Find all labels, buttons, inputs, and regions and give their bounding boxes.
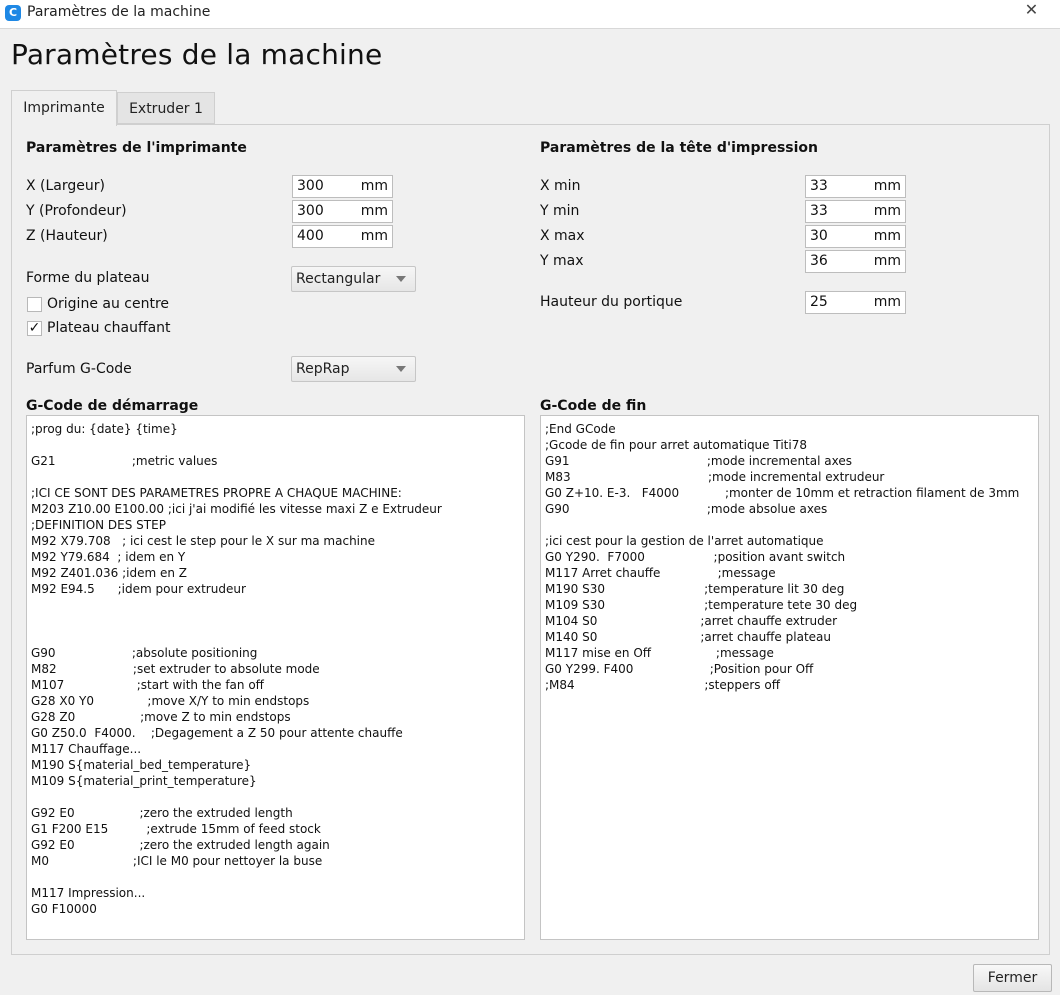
unit-label: mm <box>360 228 388 244</box>
gcode-flavor-label: Parfum G-Code <box>26 361 132 377</box>
gantry-height-value: 25 <box>810 294 828 310</box>
bed-shape-label: Forme du plateau <box>26 270 150 286</box>
y-depth-field[interactable] <box>292 200 393 223</box>
window-titlebar <box>0 0 1060 29</box>
tab-extruder-1[interactable]: Extruder 1 <box>117 92 215 124</box>
end-gcode-editor[interactable]: ;End GCode ;Gcode de fin pour arret automatique Titi78 G91 ;mode incremental axes M83 ;mode incremental extrudeur G0 Z+10. E-3. F4000 ;monter de 10mm et retraction filament de 3mm G90 ;mode absolue axes ;ici cest pour la gestion de l'arret automatique G0 Y290. F7000 ;position avant switch M117 Arret chauffe ;message M190 S30 ;temperature lit 30 deg M109 S30 ;temperature tete 30 deg M104 S0 ;arret chauffe extruder M140 S0 ;arret chauffe plateau M117 mise en Off ;message G0 Y299. F400 ;Position pour Off ;M84 ;steppers off <box>540 415 1039 940</box>
y-depth-label: Y (Profondeur) <box>26 203 127 219</box>
page-title: Paramètres de la machine <box>11 38 383 71</box>
bed-shape-dropdown[interactable] <box>291 266 416 292</box>
bed-shape-value: Rectangular <box>296 271 381 287</box>
y-min-value: 33 <box>810 203 828 219</box>
origin-center-checkbox[interactable] <box>27 297 42 312</box>
x-max-field[interactable] <box>805 225 906 248</box>
origin-center-label: Origine au centre <box>47 296 170 312</box>
x-min-label: X min <box>540 178 581 194</box>
x-width-value: 300 <box>297 178 324 194</box>
gantry-height-field[interactable] <box>805 291 906 314</box>
heated-bed-label: Plateau chauffant <box>47 320 171 336</box>
y-max-value: 36 <box>810 253 828 269</box>
y-min-label: Y min <box>540 203 580 219</box>
z-height-label: Z (Hauteur) <box>26 228 108 244</box>
printhead-settings-title: Paramètres de la tête d'impression <box>540 140 818 156</box>
x-width-label: X (Largeur) <box>26 178 105 194</box>
gcode-flavor-value: RepRap <box>296 361 350 377</box>
close-button[interactable]: Fermer <box>973 964 1052 992</box>
unit-label: mm <box>873 178 901 194</box>
x-width-field[interactable] <box>292 175 393 198</box>
window-title: Paramètres de la machine <box>27 4 211 20</box>
tab-imprimante[interactable]: Imprimante <box>11 90 117 126</box>
heated-bed-checkbox[interactable]: ✓ <box>28 320 41 336</box>
chevron-down-icon <box>396 276 406 282</box>
start-gcode-title: G-Code de démarrage <box>26 398 199 414</box>
cura-logo-icon: C <box>5 5 21 21</box>
y-depth-value: 300 <box>297 203 324 219</box>
x-min-field[interactable] <box>805 175 906 198</box>
printer-settings-title: Paramètres de l'imprimante <box>26 140 247 156</box>
unit-label: mm <box>873 228 901 244</box>
z-height-field[interactable] <box>292 225 393 248</box>
chevron-down-icon <box>396 366 406 372</box>
unit-label: mm <box>873 203 901 219</box>
x-min-value: 33 <box>810 178 828 194</box>
x-max-label: X max <box>540 228 585 244</box>
unit-label: mm <box>360 203 388 219</box>
start-gcode-editor[interactable]: ;prog du: {date} {time} G21 ;metric values ;ICI CE SONT DES PARAMETRES PROPRE A CHAQUE MACHINE: M203 Z10.00 E100.00 ;ici j'ai modifié les vitesse maxi Z e Extrudeur ;DEFINITION DES STEP M92 X79.708 ; ici cest le step pour le X sur ma machine M92 Y79.684 ; idem en Y M92 Z401.036 ;idem en Z M92 E94.5 ;idem pour extrudeur G90 ;absolute positioning M82 ;set extruder to absolute mode M107 ;start with the fan off G28 X0 Y0 ;move X/Y to min endstops G28 Z0 ;move Z to min endstops G0 Z50.0 F4000. ;Degagement a Z 50 pour attente chauffe M117 Chauffage... M190 S{material_bed_temperature} M109 S{material_print_temperature} G92 E0 ;zero the extruded length G1 F200 E15 ;extrude 15mm of feed stock G92 E0 ;zero the extruded length again M0 ;ICI le M0 pour nettoyer la buse M117 Impression... G0 F10000 <box>26 415 525 940</box>
gcode-flavor-dropdown[interactable] <box>291 356 416 382</box>
y-max-label: Y max <box>540 253 584 269</box>
unit-label: mm <box>360 178 388 194</box>
y-min-field[interactable] <box>805 200 906 223</box>
gantry-height-label: Hauteur du portique <box>540 294 683 310</box>
unit-label: mm <box>873 253 901 269</box>
end-gcode-title: G-Code de fin <box>540 398 647 414</box>
y-max-field[interactable] <box>805 250 906 273</box>
x-max-value: 30 <box>810 228 828 244</box>
z-height-value: 400 <box>297 228 324 244</box>
window-close-button[interactable]: ✕ <box>1024 0 1039 19</box>
unit-label: mm <box>873 294 901 310</box>
